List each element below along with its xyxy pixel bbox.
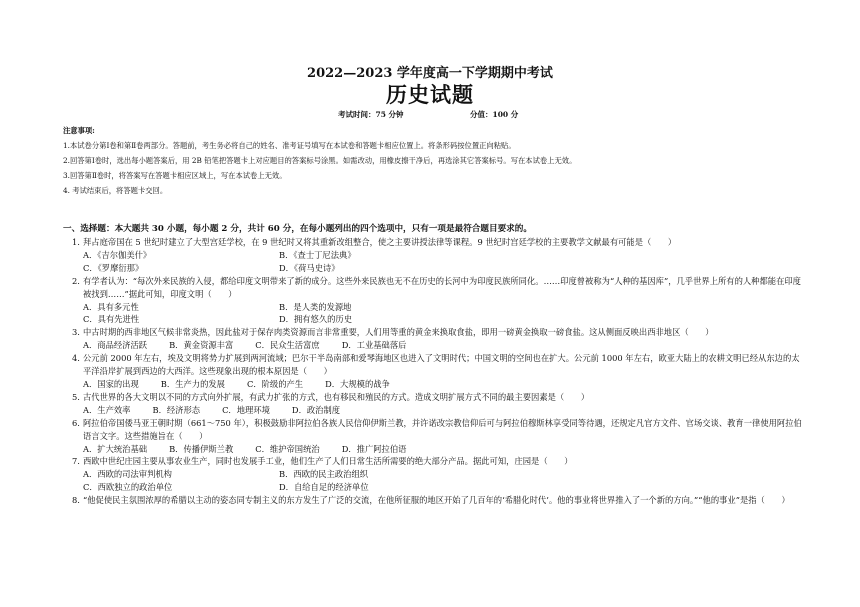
- option[interactable]: C．西欧独立的政治单位: [83, 482, 173, 493]
- notice-block: [63, 123, 803, 198]
- option[interactable]: D．工业基础落后: [341, 340, 407, 351]
- option-list: [83, 313, 802, 326]
- question-stem: “他促使民主氛围浓厚的希腊以主动的姿态同专制主义的东方发生了广泛的交流，在他所征服的地区开始了几百年的‘希腊化时代’。他的事业将世界推入了一个新的方向。”“他的事业”是指（ ）: [83, 495, 790, 506]
- option[interactable]: A．《吉尔伽美什》: [83, 249, 152, 260]
- option[interactable]: C．地理环境: [222, 404, 270, 415]
- option[interactable]: C．阶级的产生: [246, 378, 304, 389]
- question-stem: 中古时期的西非地区气候非常炎热，因此盐对于保存肉类资源而言非常重要，人们用等重的黄金来换取食盐，即用一磅黄金换取一磅食盐。这从侧面反映出西非地区（ ）: [83, 327, 714, 338]
- option-list: [83, 339, 802, 352]
- option[interactable]: C．《罗摩衍那》: [83, 262, 144, 273]
- question-stem: 有学者认为：“每次外来民族的入侵，都给印度文明带来了新的成分。这些外来民族也无不在历史的长河中为印度民族所同化。……印度曾被称为“人种的基因库”，几乎世界上所有的人种都能在印度被找到……”据此可知，印度文明（ ）: [83, 275, 801, 299]
- notice-heading: 注意事项:: [63, 126, 95, 135]
- option[interactable]: C．维护帝国统治: [255, 443, 320, 454]
- option-list: [83, 404, 802, 417]
- question-stem: 古代世界的各大文明以不同的方式向外扩展，有武力扩张的方式，也有移民和殖民的方式。造成文明扩展方式不同的最主要因素是（ ）: [83, 391, 590, 402]
- notice-item: 1.本试卷分第Ⅰ卷和第Ⅱ卷两部分。答题前，考生务必将自己的姓名、准考证号填写在本试卷和答题卡相应位置上。将条形码按位置正向粘贴。: [63, 141, 516, 150]
- option[interactable]: A．商品经济活跃: [83, 340, 148, 351]
- notice-item: 2.回答第Ⅰ卷时，选出每小题答案后，用 2B 铅笔把答题卡上对应题目的答案标号涂黑。如需改动，用橡皮擦干净后，再选涂其它答案标号。写在本试卷上无效。: [63, 156, 577, 165]
- option[interactable]: C．民众生活富庶: [255, 340, 320, 351]
- option[interactable]: B．生产力的发展: [160, 378, 225, 389]
- option[interactable]: B．黄金资源丰富: [169, 340, 234, 351]
- question: [72, 275, 802, 327]
- option[interactable]: D．政治制度: [291, 404, 341, 415]
- option[interactable]: B．西欧的民主政治组织: [279, 469, 369, 480]
- question-number: 2.: [72, 275, 80, 286]
- option-list: [83, 443, 802, 456]
- question: [72, 236, 802, 275]
- question-stem: 公元前 2000 年左右，埃及文明将势力扩展到两河流域；巴尔干半岛南部和爱琴海地区也进入了文明时代；中国文明的空间也在扩大。公元前 1000 年左右，欧亚大陆上的农耕文明已经从东边的太平洋沿岸扩展到西边的大西洋。这些现象出现的根本原因是（ ）: [83, 353, 800, 377]
- question-number: 1.: [72, 237, 80, 247]
- option[interactable]: D．《荷马史诗》: [279, 262, 340, 273]
- option[interactable]: B．《查士丁尼法典》: [279, 249, 356, 260]
- option-list: [83, 301, 802, 314]
- option-list: [83, 481, 802, 494]
- question-stem: 阿拉伯帝国倭马亚王朝时期（661～750 年），积极鼓励非阿拉伯各族人民信仰伊斯兰教，并许诺改宗教信仰后可与阿拉伯穆斯林享受同等待遇，还规定凡官方文件、官场交谈、教育一律使用阿拉伯语言文字。这些措施旨在（ ）: [83, 417, 802, 441]
- option[interactable]: C．具有先进性: [83, 314, 140, 325]
- exam-title: 2022—2023 学年度高一下学期期中考试: [307, 66, 553, 81]
- question: [72, 417, 802, 456]
- question: [72, 326, 802, 352]
- option[interactable]: A．国家的出现: [83, 378, 139, 389]
- option[interactable]: D．拥有悠久的历史: [279, 314, 353, 325]
- option[interactable]: D．推广阿拉伯语: [341, 443, 407, 454]
- option[interactable]: A．具有多元性: [83, 301, 139, 312]
- question-number: 6.: [72, 417, 80, 428]
- section-heading: 一、选择题：本大题共 30 小题，每小题 2 分，共计 60 分，在每小题列出的四个选项中，只有一项是最符合题目要求的。: [63, 224, 532, 234]
- option[interactable]: D．自给自足的经济单位: [279, 482, 369, 493]
- exam-time: 考试时间：75 分钟: [338, 110, 404, 119]
- question-number: 4.: [72, 353, 80, 364]
- question-stem: 拜占庭帝国在 5 世纪时建立了大型宫廷学校，在 9 世纪时又将其重新改组整合，使之主要讲授法律等课程。9 世纪时宫廷学校的主要教学文献最有可能是（ ）: [83, 237, 677, 247]
- option[interactable]: A．西欧的司法审判机构: [83, 469, 172, 480]
- option[interactable]: A．扩大统治基础: [83, 443, 148, 454]
- option-list: [83, 249, 802, 262]
- question-number: 8.: [72, 495, 80, 506]
- question: [72, 391, 802, 417]
- option-list: [83, 468, 802, 481]
- option[interactable]: B．经济形态: [152, 404, 201, 415]
- question: [72, 455, 802, 494]
- question: [72, 352, 802, 391]
- option[interactable]: B．传播伊斯兰教: [169, 443, 234, 454]
- question-number: 3.: [72, 327, 80, 338]
- question: [72, 494, 802, 507]
- question-stem: 西欧中世纪庄园主要从事农业生产，同时也发展手工业，他们生产了人们日常生活所需要的绝大部分产品。据此可知，庄园是（ ）: [83, 456, 573, 467]
- option-list: [83, 378, 802, 391]
- question-list: [72, 236, 802, 507]
- notice-item: 4. 考试结束后，将答题卡交回。: [63, 186, 168, 195]
- notice-item: 3.回答第Ⅱ卷时，将答案写在答题卡相应区域上，写在本试卷上无效。: [63, 171, 287, 180]
- option[interactable]: A．生产效率: [83, 404, 131, 415]
- subject-title: 历史试题: [386, 82, 474, 107]
- question-number: 7.: [72, 456, 80, 467]
- exam-score: 分值：100 分: [470, 110, 519, 119]
- option[interactable]: D．大规模的战争: [325, 378, 390, 389]
- option[interactable]: B．是人类的发源地: [279, 301, 352, 312]
- option-list: [83, 262, 802, 275]
- question-number: 5.: [72, 391, 80, 402]
